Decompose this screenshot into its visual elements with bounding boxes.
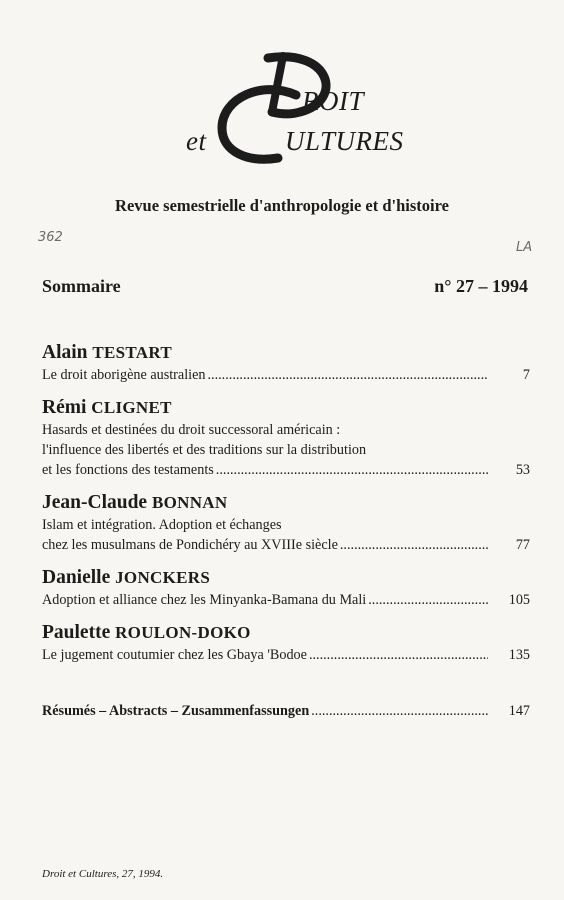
dot-leader	[368, 590, 488, 610]
page-footer: Droit et Cultures, 27, 1994.	[42, 868, 164, 880]
entry-title-line: l'influence des libertés et des traditions sur la distribution	[42, 442, 367, 458]
entry-title-line: chez les musulmans de Pondichéry au XVIIIe siècle ..... 77	[42, 535, 530, 555]
dot-leader	[340, 535, 488, 555]
entry-title-line: et les fonctions des testaments ..... 53	[42, 460, 530, 480]
journal-logo	[0, 0, 564, 180]
dot-leader	[216, 460, 488, 480]
logo-swash	[0, 0, 564, 180]
entry-author: Rémi CLIGNET	[42, 397, 172, 418]
toc-entry[interactable]	[42, 395, 530, 480]
toc-entries	[42, 340, 530, 675]
toc-entry[interactable]	[42, 340, 530, 385]
entry-author: Jean-Claude BONNAN	[42, 492, 228, 513]
dot-leader	[207, 365, 488, 385]
entry-title-line: Adoption et alliance chez les Minyanka-Bamana du Mali ..... 105	[42, 590, 530, 610]
logo-d-stem	[272, 56, 283, 112]
toc-entry[interactable]	[42, 620, 530, 665]
handwritten-note-right: LA	[516, 240, 533, 255]
entry-page: 53	[515, 462, 530, 478]
handwritten-note-left: 362	[38, 230, 63, 245]
entry-title-line: Hasards et destinées du droit successoral américain :	[42, 422, 341, 438]
journal-subtitle: Revue semestrielle d'anthropologie et d'histoire	[115, 196, 449, 215]
entry-page: 105	[508, 592, 530, 608]
issue-number: n° 27 – 1994	[434, 276, 528, 296]
logo-et: et	[186, 126, 207, 156]
logo-roit: ROIT	[302, 86, 364, 116]
resumes-label: Résumés – Abstracts – Zusammenfassungen	[42, 703, 310, 719]
toc-heading: Sommaire	[42, 276, 121, 296]
entry-page: 77	[515, 537, 530, 553]
toc-entry[interactable]	[42, 490, 530, 555]
entry-title-line: Le jugement coutumier chez les Gbaya 'Bodoe ..... 135	[42, 645, 530, 665]
toc-entry[interactable]	[42, 565, 530, 610]
logo-ultures: ULTURES	[285, 126, 404, 156]
resumes-page: 147	[508, 703, 530, 719]
dot-leader	[309, 645, 488, 665]
entry-author: Alain TESTART	[42, 342, 172, 363]
entry-page: 135	[508, 647, 530, 663]
entry-title-line: Le droit aborigène australien ..... 7	[42, 365, 530, 385]
dot-leader	[311, 701, 488, 721]
entry-author: Paulette ROULON-DOKO	[42, 622, 251, 643]
toc-resumes-entry[interactable]	[42, 701, 530, 721]
entry-author: Danielle JONCKERS	[42, 567, 211, 588]
entry-title-line: Islam et intégration. Adoption et échanges	[42, 517, 282, 533]
entry-page: 7	[522, 367, 530, 383]
